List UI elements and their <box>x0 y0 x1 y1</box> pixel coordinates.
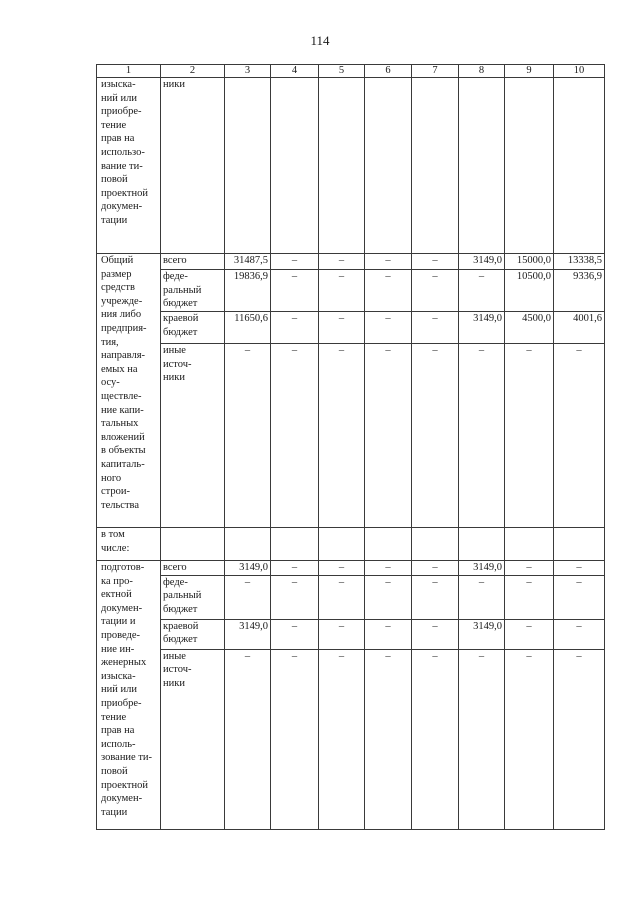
source-label: краевой бюджет <box>161 312 225 344</box>
value-cell: – <box>365 344 412 528</box>
table-row <box>97 254 605 270</box>
value-cell: – <box>365 561 412 576</box>
col-header: 3 <box>225 65 271 78</box>
table-cell <box>412 528 459 561</box>
value-cell: – <box>412 312 459 344</box>
col-header: 9 <box>505 65 554 78</box>
data-table <box>96 64 605 830</box>
col-header: 2 <box>161 65 225 78</box>
source-label: всего <box>161 561 225 576</box>
table-cell <box>505 528 554 561</box>
value-cell: – <box>505 649 554 829</box>
value-cell: – <box>271 649 319 829</box>
value-cell: – <box>365 619 412 649</box>
source-label: иные источ- ники <box>161 344 225 528</box>
value-cell: – <box>412 344 459 528</box>
table-row <box>97 528 605 561</box>
table-cell <box>161 528 225 561</box>
source-label: феде- ральный бюджет <box>161 575 225 619</box>
col-header: 5 <box>319 65 365 78</box>
value-cell: – <box>459 575 505 619</box>
value-cell: – <box>505 561 554 576</box>
item-description: в том числе: <box>97 528 161 561</box>
value-cell: – <box>365 575 412 619</box>
value-cell: – <box>319 561 365 576</box>
source-label: феде- ральный бюджет <box>161 270 225 312</box>
col-header: 10 <box>554 65 605 78</box>
value-cell: – <box>319 619 365 649</box>
table-row <box>97 649 605 829</box>
table-row <box>97 312 605 344</box>
value-cell: 9336,9 <box>554 270 605 312</box>
value-cell: 3149,0 <box>459 619 505 649</box>
value-cell: 3149,0 <box>225 561 271 576</box>
table-cell <box>459 78 505 254</box>
value-cell: – <box>505 619 554 649</box>
source-label: краевой бюджет <box>161 619 225 649</box>
table-row <box>97 619 605 649</box>
col-header: 1 <box>97 65 161 78</box>
value-cell: 31487,5 <box>225 254 271 270</box>
table-cell <box>412 78 459 254</box>
value-cell: – <box>271 270 319 312</box>
value-cell: – <box>225 344 271 528</box>
col-header: 7 <box>412 65 459 78</box>
table-cell <box>365 528 412 561</box>
value-cell: – <box>319 575 365 619</box>
value-cell: – <box>365 312 412 344</box>
source-label: иные источ- ники <box>161 649 225 829</box>
item-description: Общий размер средств учрежде- ния либо предприя- тия, направля- емых на осу- ществле- ние капи- тальных вложений в объекты капиталь- ного строи- тельства <box>97 254 161 528</box>
value-cell: – <box>225 575 271 619</box>
value-cell: – <box>271 575 319 619</box>
value-cell: 4001,6 <box>554 312 605 344</box>
table-row <box>97 78 605 254</box>
value-cell: – <box>365 649 412 829</box>
table-cell <box>319 78 365 254</box>
source-label: ники <box>161 78 225 254</box>
value-cell: – <box>319 649 365 829</box>
value-cell: – <box>412 270 459 312</box>
table-cell <box>225 528 271 561</box>
col-header: 6 <box>365 65 412 78</box>
table-row <box>97 344 605 528</box>
item-description: подготов- ка про- ектной докумен- тации и проведе- ние ин- женерных изыска- ний или приобре- тение прав на исполь- зование ти- повой проектной докумен- тации <box>97 561 161 830</box>
table-cell <box>505 78 554 254</box>
value-cell: 3149,0 <box>225 619 271 649</box>
value-cell: 3149,0 <box>459 254 505 270</box>
value-cell: – <box>412 254 459 270</box>
value-cell: – <box>319 254 365 270</box>
value-cell: – <box>271 561 319 576</box>
table-cell <box>554 528 605 561</box>
value-cell: – <box>412 561 459 576</box>
value-cell: – <box>319 270 365 312</box>
value-cell: – <box>459 649 505 829</box>
value-cell: – <box>412 649 459 829</box>
value-cell: – <box>459 270 505 312</box>
table-cell <box>365 78 412 254</box>
value-cell: 3149,0 <box>459 312 505 344</box>
item-description: изыска- ний или приобре- тение прав на использо- вание ти- повой проектной докумен- тации <box>97 78 161 254</box>
value-cell: – <box>271 344 319 528</box>
value-cell: 11650,6 <box>225 312 271 344</box>
value-cell: – <box>554 344 605 528</box>
value-cell: – <box>319 312 365 344</box>
table-cell <box>459 528 505 561</box>
table-row <box>97 561 605 576</box>
table-cell <box>271 78 319 254</box>
table-cell <box>271 528 319 561</box>
col-header: 4 <box>271 65 319 78</box>
value-cell: – <box>365 270 412 312</box>
value-cell: – <box>365 254 412 270</box>
value-cell: – <box>554 575 605 619</box>
table-cell <box>319 528 365 561</box>
value-cell: – <box>554 619 605 649</box>
value-cell: – <box>271 254 319 270</box>
table-cell <box>225 78 271 254</box>
value-cell: 19836,9 <box>225 270 271 312</box>
value-cell: 4500,0 <box>505 312 554 344</box>
value-cell: 3149,0 <box>459 561 505 576</box>
table-row <box>97 575 605 619</box>
table-row <box>97 270 605 312</box>
value-cell: – <box>319 344 365 528</box>
value-cell: – <box>505 575 554 619</box>
value-cell: – <box>412 619 459 649</box>
value-cell: – <box>554 561 605 576</box>
value-cell: – <box>412 575 459 619</box>
value-cell: 13338,5 <box>554 254 605 270</box>
col-header: 8 <box>459 65 505 78</box>
value-cell: 15000,0 <box>505 254 554 270</box>
value-cell: – <box>459 344 505 528</box>
header-row <box>97 65 605 78</box>
value-cell: – <box>271 312 319 344</box>
value-cell: – <box>505 344 554 528</box>
value-cell: – <box>554 649 605 829</box>
value-cell: – <box>225 649 271 829</box>
source-label: всего <box>161 254 225 270</box>
table-cell <box>554 78 605 254</box>
value-cell: 10500,0 <box>505 270 554 312</box>
page-number: 114 <box>310 33 330 48</box>
value-cell: – <box>271 619 319 649</box>
